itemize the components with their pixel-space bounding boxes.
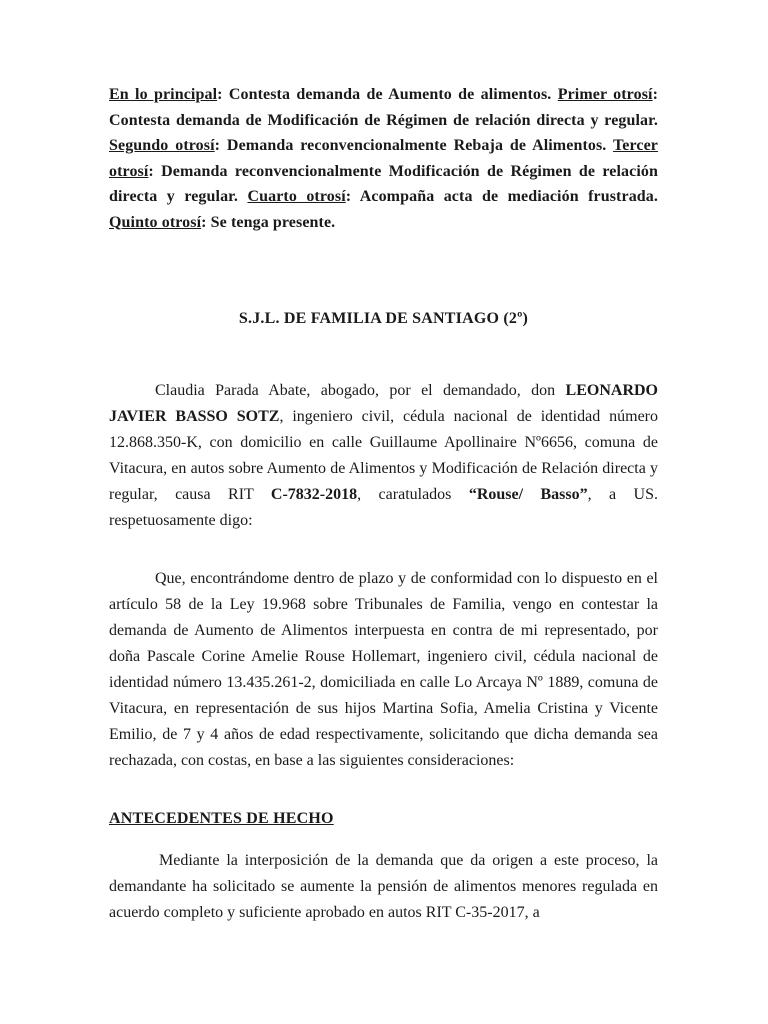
sumilla-tercer-otrosi-label: Tercer otrosí [109, 137, 658, 180]
case-caption: “Rouse/ Basso” [468, 486, 588, 503]
sumilla-cuarto-otrosi-text: : Acompaña acta de mediación frustrada. [345, 188, 658, 205]
sumilla-tercer-otrosi-text: : Demanda reconvencionalmente Modificación de Régimen de relación directa y regular. [109, 162, 658, 205]
intro-text-2: , ingeniero civil, cédula nacional de identidad número 12.868.350-K, con domicilio en calle Guillaume Apollinaire Nº6656, comuna de Vitacura, en autos sobre Aumento de Alimentos y Modificación de Relación directa y regular, causa RIT [109, 408, 658, 503]
sumilla-principal-text: : Contesta demanda de Aumento de alimentos. [217, 86, 558, 103]
sumilla [109, 82, 658, 235]
intro-text-3: , caratulados [357, 486, 469, 503]
facts-paragraph [109, 848, 658, 926]
sumilla-principal-label: En lo principal [109, 86, 218, 103]
intro-paragraph [109, 378, 658, 534]
body-paragraph [109, 566, 658, 774]
intro-text-1: Claudia Parada Abate, abogado, por el demandado, don [155, 382, 566, 399]
sumilla-primer-otrosi-text: : Contesta demanda de Modificación de Régimen de relación directa y regular. [109, 86, 658, 129]
defendant-name: LEONARDO JAVIER BASSO SOTZ [109, 382, 658, 425]
sumilla-cuarto-otrosi-label: Cuarto otrosí [247, 188, 346, 205]
sumilla-segundo-otrosi-label: Segundo otrosí [109, 137, 215, 154]
case-rit: C-7832-2018 [270, 486, 358, 503]
sumilla-segundo-otrosi-text: : Demanda reconvencionalmente Rebaja de Alimentos. [214, 137, 613, 154]
sumilla-primer-otrosi-label: Primer otrosí [557, 86, 653, 103]
facts-paragraph-text: Mediante la interposición de la demanda que da origen a este proceso, la demandante ha solicitado se aumente la pensión de alimentos menores regulada en acuerdo completo y suficiente aprobado en autos RIT C-35-2017, a [109, 852, 658, 921]
sumilla-quinto-otrosi-label: Quinto otrosí [109, 213, 202, 231]
court-heading: S.J.L. DE FAMILIA DE SANTIAGO (2º) [238, 310, 529, 327]
body-paragraph-text: Que, encontrándome dentro de plazo y de conformidad con lo dispuesto en el artículo 58 de la Ley 19.968 sobre Tribunales de Familia, vengo en contestar la demanda de Aumento de Alimentos interpuesta en contra de mi representado, por doña Pascale Corine Amelie Rouse Hollemart, ingeniero civil, cédula nacional de identidad número 13.435.261-2, domiciliada en calle Lo Arcaya Nº 1889, comuna de Vitacura, en representación de sus hijos Martina Sofia, Amelia Cristina y Vicente Emilio, de 7 y 4 años de edad respectivamente, solicitando que dicha demanda sea rechazada, con costas, en base a las siguientes consideraciones: [109, 570, 658, 769]
section-heading: ANTECEDENTES DE HECHO [109, 810, 334, 827]
intro-text-4: , a US. respetuosamente digo: [109, 486, 658, 529]
sumilla-quinto-otrosi-text: : Se tenga presente. [201, 213, 336, 231]
